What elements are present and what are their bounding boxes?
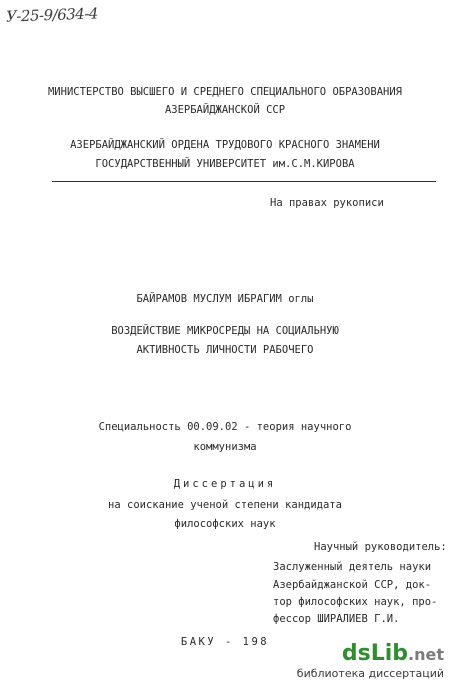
- university-line-2: ГОСУДАРСТВЕННЫЙ УНИВЕРСИТЕТ им.С.М.КИРОВА: [95, 158, 355, 170]
- ministry-line-2: АЗЕРБАЙДЖАНСКОЙ ССР: [164, 104, 286, 116]
- manuscript-rights: На правах рукописи: [270, 197, 384, 209]
- supervisor-line-3: тор философских наук, про-: [273, 596, 438, 608]
- dslib-caption: библиотека диссертаций: [296, 667, 444, 680]
- degree-line-1: на соискание ученой степени кандидата: [108, 499, 342, 511]
- supervisor-line-4: фессор ШИРАЛИЕВ Г.И.: [273, 613, 400, 625]
- author-name: БАЙРАМОВ МУСЛУМ ИБРАГИМ оглы: [136, 293, 314, 305]
- specialty-line-1: Специальность 00.09.02 - теория научного: [98, 421, 352, 433]
- dissertation-title-line-1: ВОЗДЕЙСТВИЕ МИКРОСРЕДЫ НА СОЦИАЛЬНУЮ: [111, 325, 339, 337]
- header-divider: [52, 181, 436, 182]
- university-line-1: АЗЕРБАЙДЖАНСКИЙ ОРДЕНА ТРУДОВОГО КРАСНОГО ЗНАМЕНИ: [70, 139, 380, 151]
- dslib-watermark: [297, 643, 444, 680]
- supervisor-heading: Научный руководитель:: [314, 541, 447, 553]
- degree-line-2: философских наук: [174, 518, 276, 530]
- ministry-line-1: МИНИСТЕРСТВО ВЫСШЕГО И СРЕДНЕГО СПЕЦИАЛЬНОГО ОБРАЗОВАНИЯ: [47, 86, 402, 98]
- specialty-line-2: коммунизма: [193, 441, 257, 453]
- supervisor-line-2: Азербайджанской ССР, док-: [273, 579, 432, 591]
- supervisor-line-1: Заслуженный деятель науки: [273, 561, 432, 573]
- dslib-logo: dsLib.net: [341, 641, 444, 666]
- dissertation-label: Диссертация: [173, 478, 277, 490]
- handwritten-archive-mark: У-25-9/634-4: [5, 4, 99, 26]
- place-and-year: БАКУ - 198: [180, 636, 270, 648]
- dissertation-title-line-2: АКТИВНОСТЬ ЛИЧНОСТИ РАБОЧЕГО: [136, 344, 314, 356]
